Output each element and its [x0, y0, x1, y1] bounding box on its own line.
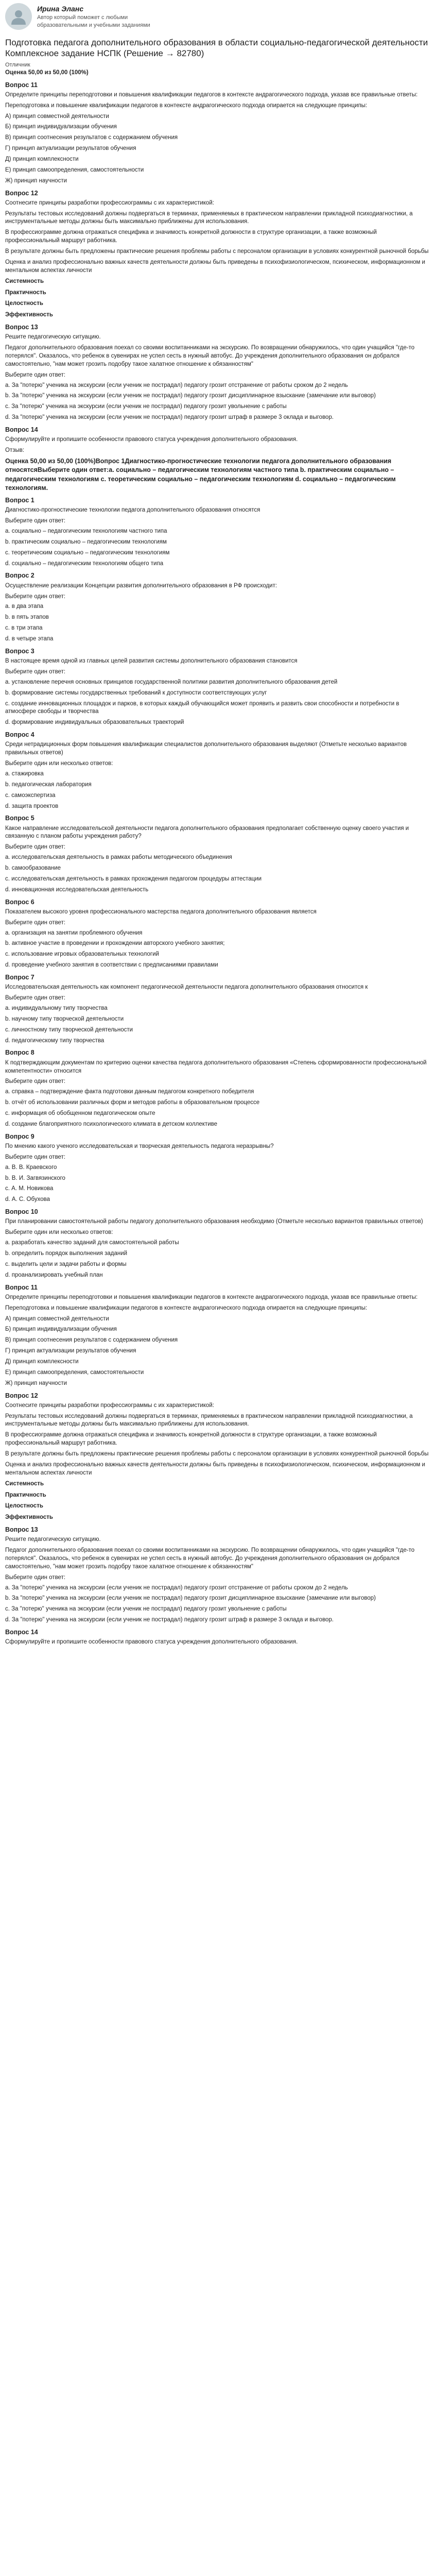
answer-option: c. теоретическим социально – педагогическим технологиям	[5, 549, 170, 556]
review-text: Оценка 50,00 из 50,00 (100%)Вопрос 1Диагностико-прогностические технологии педагога дополнительного образования относятсяВыберите один ответ:a. социально – педагогическим технологиям частного типа b. практическим социально – педагогическим технологиям c. теоретическим социально – педагогическим технологиям d. социально – педагогическим технологиям.	[5, 457, 396, 492]
answer-option: c. За "потерю" ученика на экскурсии (если ученик не пострадал) педагогу грозит увольнение с работы	[5, 1606, 287, 1613]
answer-option: Е) принцип самоопределения, самостоятельности	[5, 166, 144, 173]
answer-option: d. проанализировать учебный план	[5, 1272, 103, 1278]
answer-option: a. организация на занятии проблемного обучения	[5, 929, 143, 936]
answer-option: b. в пять этапов	[5, 614, 49, 621]
question-text: По мнению какого ученого исследовательская и творческая деятельность педагога неразрывны?	[5, 1143, 274, 1149]
question-heading: Вопрос 13	[5, 324, 38, 331]
question-text: К подтверждающим документам по критерию оценки качества педагога дополнительного образования «Степень сформированности профессиональной компетентности» относится	[5, 1059, 427, 1074]
answer-instruction: Выберите один ответ:	[5, 1154, 66, 1160]
answer-term: Практичность	[5, 289, 46, 296]
quiz-content	[5, 81, 430, 1647]
answer-option: d. в четыре этапа	[5, 635, 54, 642]
question-text: Результаты тестовых исследований должны подвергаться в терминах, применяемых в практическом направлении прикладной психодиагностики, а инструментальные методы должны быть максимально приближены для использования.	[5, 210, 413, 225]
answer-option: d. педагогическому типу творчества	[5, 1037, 104, 1044]
answer-option: a. социально – педагогическим технологиям частного типа	[5, 528, 167, 534]
avatar[interactable]	[5, 3, 32, 30]
answer-option: b. отчёт об использовании различных форм и методов работы в образовательном процессе	[5, 1099, 260, 1106]
question-heading: Вопрос 8	[5, 1049, 34, 1057]
answer-option: а. За "потерю" ученика на экскурсии (если ученик не пострадал) педагогу грозит отстранение от работы сроком до 2 недель	[5, 382, 348, 388]
answer-option: b. активное участие в проведении и прохождении авторского учебного занятия;	[5, 940, 225, 947]
answer-term: Эффективность	[5, 1514, 53, 1521]
question-text: Педагог дополнительного образования поехал со своими воспитанниками на экскурсию. По возвращении обнаружилось, что один учащийся "где-то потерялся". Оказалось, что ребенок в сувенирах не успел сесть в нужный автобус. До учреждения дополнительного образования он добрался самостоятельно, "нам может грозить подобру такое халатное отношение к обязанностям"	[5, 345, 415, 367]
question-heading: Вопрос 14	[5, 1629, 38, 1636]
question-text: Сформулируйте и пропишите особенности правового статуса учреждения дополнительного образования.	[5, 1639, 298, 1646]
answer-term: Целостность	[5, 1503, 43, 1510]
question-text: В результате должны быть предложены практические решения проблемы работы с персоналом организации в условиях конкурентной рыночной борьбы	[5, 1451, 429, 1458]
answer-option: c. За "потерю" ученика на экскурсии (если ученик не пострадал) педагогу грозит увольнение с работы	[5, 403, 287, 410]
answer-instruction: Выберите один ответ:	[5, 919, 66, 926]
question-text: Среди нетрадиционных форм повышения квалификации специалистов дополнительного образования выделяют (Отметьте несколько вариантов правильных ответов)	[5, 741, 407, 756]
question-text: Соотнесите принципы разработки профессиограммы с их характеристикой:	[5, 1402, 214, 1409]
answer-option: c. личностному типу творческой деятельности	[5, 1026, 133, 1033]
question-heading: Вопрос 3	[5, 647, 34, 655]
answer-instruction: Выберите один ответ:	[5, 844, 66, 851]
question-text: Диагностико-прогностические технологии педагога дополнительного образования относятся	[5, 507, 260, 514]
answer-option: b. За "потерю" ученика на экскурсии (если ученик не пострадал) педагогу грозит дисциплинарное взыскание (замечание или выговор)	[5, 1595, 376, 1602]
question-text: В профессиограмме должна отражаться специфика и значимость конкретной должности в структуре организации, а также возможный профессиональный маршрут работника.	[5, 229, 377, 244]
question-heading: Вопрос 6	[5, 898, 34, 906]
answer-option: b. В. И. Загвязинского	[5, 1175, 65, 1181]
question-text: Показателем высокого уровня профессионального мастерства педагога дополнительного образования является	[5, 908, 317, 915]
question-text: Исследовательская деятельность как компонент педагогической деятельности педагога дополнительного образования относится к	[5, 984, 368, 991]
answer-option: Г) принцип актуализации результатов обучения	[5, 1348, 136, 1354]
answer-option: a. стажировка	[5, 770, 44, 777]
question-text: В настоящее время одной из главных целей развития системы дополнительного образования становится	[5, 658, 298, 665]
question-heading: Вопрос 12	[5, 189, 38, 197]
author-name[interactable]: Ирина Эланс	[37, 5, 84, 13]
question-text: Решите педагогическую ситуацию.	[5, 1536, 101, 1543]
answer-term: Системность	[5, 1480, 44, 1487]
question-text: Решите педагогическую ситуацию.	[5, 334, 101, 341]
question-heading: Вопрос 12	[5, 1392, 38, 1399]
answer-option: Ж) принцип научности	[5, 177, 67, 184]
question-heading: Вопрос 11	[5, 81, 38, 89]
answer-term: Целостность	[5, 300, 43, 307]
answer-option: Д) принцип комплексности	[5, 1358, 79, 1365]
answer-instruction: Выберите один ответ:	[5, 995, 66, 1002]
question-text: Оценка и анализ профессионально важных качеств деятельности должны быть приведены в психофизиологическом, психическом, информационном и ментальном аспектах личности	[5, 1461, 425, 1476]
answer-option: d. За "потерю" ученика на экскурсии (если ученик не пострадал) педагогу грозит штраф в размере 3 оклада и выговор.	[5, 414, 334, 421]
author-description: Автор который поможет с любыми образовательными и учебными заданиями	[37, 14, 150, 29]
answer-instruction: Выберите один ответ:	[5, 593, 66, 600]
answer-instruction: Выберите один ответ:	[5, 371, 66, 378]
answer-option: b. самообразование	[5, 865, 61, 872]
answer-option: c. А. М. Новикова	[5, 1185, 54, 1192]
author-header	[5, 3, 430, 30]
question-heading: Вопрос 1	[5, 497, 34, 504]
answer-option: b. За "потерю" ученика на экскурсии (если ученик не пострадал) педагогу грозит дисциплинарное взыскание (замечание или выговор)	[5, 393, 376, 399]
answer-option: Б) принцип индивидуализации обучения	[5, 1326, 117, 1333]
question-text: Переподготовка и повышение квалификации педагогов в контексте андрагогического подхода опирается на следующие принципы:	[5, 102, 368, 109]
answer-option: b. педагогическая лаборатория	[5, 781, 92, 788]
question-heading: Вопрос 9	[5, 1132, 34, 1140]
question-text: Сформулируйте и пропишите особенности правового статуса учреждения дополнительного образования.	[5, 436, 298, 443]
answer-option: Б) принцип индивидуализации обучения	[5, 124, 117, 130]
answer-instruction: Выберите один ответ:	[5, 668, 66, 675]
answer-option: d. инновационная исследовательская деятельность	[5, 886, 149, 893]
answer-instruction: Выберите один ответ:	[5, 1078, 66, 1085]
user-icon	[9, 7, 28, 26]
author-info	[37, 3, 161, 30]
answer-option: a. разработать качество заданий для самостоятельной работы	[5, 1240, 179, 1246]
answer-instruction: Выберите один ответ:	[5, 518, 66, 524]
answer-option: В) принцип соотнесения результатов с содержанием обучения	[5, 134, 178, 141]
question-heading: Вопрос 10	[5, 1208, 38, 1216]
answer-option: c. исследовательская деятельность в рамках прохождения педагогом процедуры аттестации	[5, 875, 262, 882]
answer-term: Эффективность	[5, 312, 53, 318]
answer-term: Системность	[5, 278, 44, 284]
answer-option: d. социально – педагогическим технологиям общего типа	[5, 560, 164, 567]
answer-option: Д) принцип комплексности	[5, 156, 79, 162]
question-text: Определите принципы переподготовки и повышения квалификации педагогов в контексте андрагогического подхода, указав все правильные ответы:	[5, 1294, 418, 1300]
question-heading: Вопрос 4	[5, 731, 34, 739]
answer-option: a. За "потерю" ученика на экскурсии (если ученик не пострадал) педагогу грозит отстранение от работы сроком до 2 недель	[5, 1584, 348, 1591]
answer-instruction: Выберите один ответ:	[5, 1574, 66, 1581]
question-text: Педагог дополнительного образования поехал со своими воспитанниками на экскурсию. По возвращении обнаружилось, что один учащийся "где-то потерялся". Оказалось, что ребенок в сувенирах не успел сесть в нужный автобус. До учреждения дополнительного образования он добрался самостоятельно, "нам может грозить подобру такое халатное отношение к обязанностям"	[5, 1547, 415, 1570]
answer-option: b. научному типу творческой деятельности	[5, 1015, 124, 1022]
grade-label: Отличник	[5, 61, 30, 68]
question-text: В профессиограмме должна отражаться специфика и значимость конкретной должности в структуре организации, а также возможный профессиональный маршрут работника.	[5, 1432, 377, 1447]
answer-instruction: Выберите один или несколько ответов:	[5, 760, 113, 767]
question-text: Осуществление реализации Концепции развития дополнительного образования в РФ происходит:	[5, 582, 277, 589]
answer-instruction: Отзыв:	[5, 447, 25, 454]
answer-option: a. индивидуальному типу творчества	[5, 1005, 108, 1012]
answer-option: В) принцип соотнесения результатов с содержанием обучения	[5, 1337, 178, 1344]
answer-option: А) принцип совместной деятельности	[5, 113, 109, 120]
question-heading: Вопрос 5	[5, 815, 34, 822]
question-heading: Вопрос 13	[5, 1526, 38, 1534]
answer-option: d. проведение учебного занятия в соответствии с предписаниями правилами	[5, 962, 218, 969]
answer-option: d. А. С. Обухова	[5, 1196, 50, 1203]
answer-option: a. В. В. Краевского	[5, 1164, 57, 1171]
answer-option: b. определить порядок выполнения заданий	[5, 1250, 128, 1257]
answer-option: c. информация об обобщенном педагогическом опыте	[5, 1110, 155, 1116]
answer-option: a. справка – подтверждение факта подготовки данным педагогом конкретного победителя	[5, 1089, 254, 1095]
answer-option: c. создание инновационных площадок и парков, в которых каждый обучающийся может проявить и развить свои способности и потребности в атмосфере свободы и творчества	[5, 700, 399, 715]
answer-option: Ж) принцип научности	[5, 1380, 67, 1386]
answer-option: d. За "потерю" ученика на экскурсии (если ученик не пострадал) педагогу грозит штраф в размере 3 оклада и выговор.	[5, 1617, 334, 1623]
answer-option: Е) принцип самоопределения, самостоятельности	[5, 1369, 144, 1376]
answer-term: Практичность	[5, 1492, 46, 1498]
question-heading: Вопрос 2	[5, 572, 34, 580]
question-text: Соотнесите принципы разработки профессиограммы с их характеристикой:	[5, 199, 214, 206]
answer-option: b. формирование системы государственных требований к доступности соответствующих услуг	[5, 689, 267, 696]
answer-instruction: Выберите один или несколько ответов:	[5, 1229, 113, 1236]
answer-option: d. формирование индивидуальных образовательных траекторий	[5, 719, 184, 726]
answer-option: a. в два этапа	[5, 603, 44, 610]
question-text: Оценка и анализ профессионально важных качеств деятельности должны быть приведены в психофизиологическом, психическом, информационном и ментальном аспектах личности	[5, 259, 425, 274]
answer-option: b. практическим социально – педагогическим технологиям	[5, 538, 167, 545]
question-text: Определите принципы переподготовки и повышения квалификации педагогов в контексте андрагогического подхода, указав все правильные ответы:	[5, 91, 418, 98]
question-heading: Вопрос 11	[5, 1283, 38, 1291]
answer-option: a. исследовательская деятельность в рамках работы методического объединения	[5, 854, 232, 861]
page-title: Подготовка педагога дополнительного образования в области социально-педагогической деятельности Комплексное задание НСПК (Решение → 82780)	[5, 38, 428, 59]
question-text: В результате должны быть предложены практические решения проблемы работы с персоналом организации в условиях конкурентной рыночной борьбы	[5, 248, 429, 255]
answer-option: c. в три этапа	[5, 625, 43, 632]
question-text: Переподготовка и повышение квалификации педагогов в контексте андрагогического подхода опирается на следующие принципы:	[5, 1304, 368, 1311]
answer-option: c. использование игровых образовательных технологий	[5, 951, 159, 958]
question-heading: Вопрос 14	[5, 426, 38, 434]
answer-option: c. самоэкспертиза	[5, 792, 56, 799]
question-heading: Вопрос 7	[5, 974, 34, 981]
question-text: При планировании самостоятельной работы педагогу дополнительного образования необходимо (Отметьте несколько вариантов правильных ответов)	[5, 1218, 423, 1225]
grade-value: Оценка 50,00 из 50,00 (100%)	[5, 69, 89, 76]
answer-option: Г) принцип актуализации результатов обучения	[5, 145, 136, 152]
question-text: Результаты тестовых исследований должны подвергаться в терминах, применяемых в практическом направлении прикладной психодиагностики, а инструментальные методы должны быть максимально приближены для использования.	[5, 1413, 413, 1428]
answer-option: А) принцип совместной деятельности	[5, 1315, 109, 1322]
answer-option: d. создание благоприятного психологического климата в детском коллективе	[5, 1121, 217, 1127]
answer-option: a. установление перечня основных принципов государственной политики развития дополнительного образования детей	[5, 679, 338, 685]
answer-option: c. выделить цели и задачи работы и формы	[5, 1261, 127, 1267]
answer-option: d. защита проектов	[5, 803, 59, 809]
question-text: Какое направление исследовательской деятельности педагога дополнительного образования предполагает собственную оценку своего участия и связанную с планом работы учреждения работу?	[5, 825, 409, 840]
